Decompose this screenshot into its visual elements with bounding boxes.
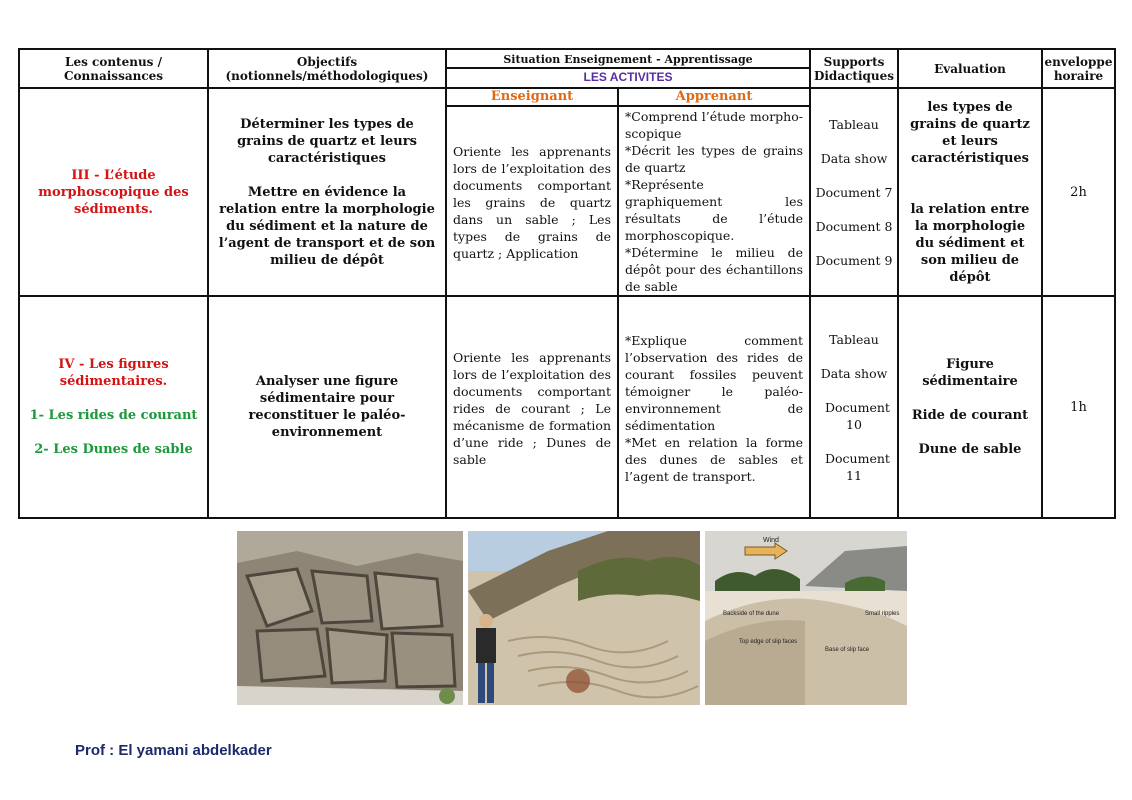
supports-cell: Tableau Data show Document 10 Document 11 — [810, 296, 898, 518]
photo-ripple-slope — [468, 531, 700, 705]
svg-text:Wind: Wind — [763, 537, 779, 544]
table-row — [19, 88, 1115, 296]
lesson-plan-table — [18, 48, 1116, 519]
header-situation-title: Situation Enseignement - Apprentissage — [447, 52, 809, 69]
header-objectifs: Objectifs (notionnels/méthodologiques) — [208, 49, 446, 88]
photo-rock-polygons-image — [237, 531, 463, 705]
photo-ripple-slope-image — [468, 531, 700, 705]
supports-cell: Tableau Data show Document 7 Document 8 Document 9 — [810, 88, 898, 296]
contenu-cell: III - L’étude morphoscopique des sédiments. — [19, 88, 208, 296]
svg-text:Backside of the dune: Backside of the dune — [723, 611, 780, 617]
photo-rock-polygons — [237, 531, 463, 705]
enseignant-heading: Enseignant — [447, 89, 617, 107]
header-situation — [446, 49, 810, 88]
photo-dune-image — [705, 531, 907, 705]
header-evaluation: Evaluation — [898, 49, 1042, 88]
table-header-row — [19, 49, 1115, 88]
svg-text:Base of slip face: Base of slip face — [825, 647, 870, 653]
table-row — [19, 296, 1115, 518]
apprenant-heading: Apprenant — [619, 89, 809, 107]
author-credit: Prof : El yamani abdelkader — [75, 742, 272, 759]
photo-dune — [705, 531, 907, 705]
objectifs-cell: Analyser une figure sédimentaire pour reconstituer le paléo-environnement — [208, 296, 446, 518]
header-contenus: Les contenus / Connaissances — [19, 49, 208, 88]
horaire-cell: 1h — [1042, 296, 1115, 518]
evaluation-cell: Figure sédimentaire Ride de courant Dune de sable — [898, 296, 1042, 518]
objectifs-cell: Déterminer les types de grains de quartz et leurs caractéristiques Mettre en évidence la relation entre la morphologie du sédiment et la nature de l’agent de transport et de son milieu de dépôt — [208, 88, 446, 296]
svg-text:Top edge of slip faces: Top edge of slip faces — [739, 639, 798, 645]
header-activites: LES ACTIVITES — [583, 69, 673, 84]
apprenant-cell: Apprenant *Comprend l’étude morpho-scopique *Décrit les types de grains de quartz *Représente graphiquement les résultats de l’étude morphoscopique. *Détermine le milieu de dépôt pour des échantillons de sable — [618, 88, 810, 296]
horaire-cell: 2h — [1042, 88, 1115, 296]
enseignant-cell: Oriente les apprenants lors de l’exploitation des documents comportant rides de courant ; Le mécanisme de formation d’une ride ; Dunes de sable — [446, 296, 618, 518]
svg-text:Small ripples: Small ripples — [865, 611, 900, 617]
enseignant-cell: Enseignant Oriente les apprenants lors de l’exploitation des documents comportant les grains de quartz dans un sable ; Les types de grains de quartz ; Application — [446, 88, 618, 296]
header-supports: Supports Didactiques — [810, 49, 898, 88]
evaluation-cell: les types de grains de quartz et leurs caractéristiques la relation entre la morphologie du sédiment et son milieu de dépôt — [898, 88, 1042, 296]
contenu-cell: IV - Les figures sédimentaires. 1- Les rides de courant 2- Les Dunes de sable — [19, 296, 208, 518]
apprenant-cell: *Explique comment l’observation des rides de courant fossiles peuvent témoigner le paléo-environnement de sédimentation *Met en relation la forme des dunes de sables et l’agent de transport. — [618, 296, 810, 518]
lesson-plan-table-wrapper — [18, 48, 1114, 519]
header-enveloppe: enveloppe horaire — [1042, 49, 1115, 88]
